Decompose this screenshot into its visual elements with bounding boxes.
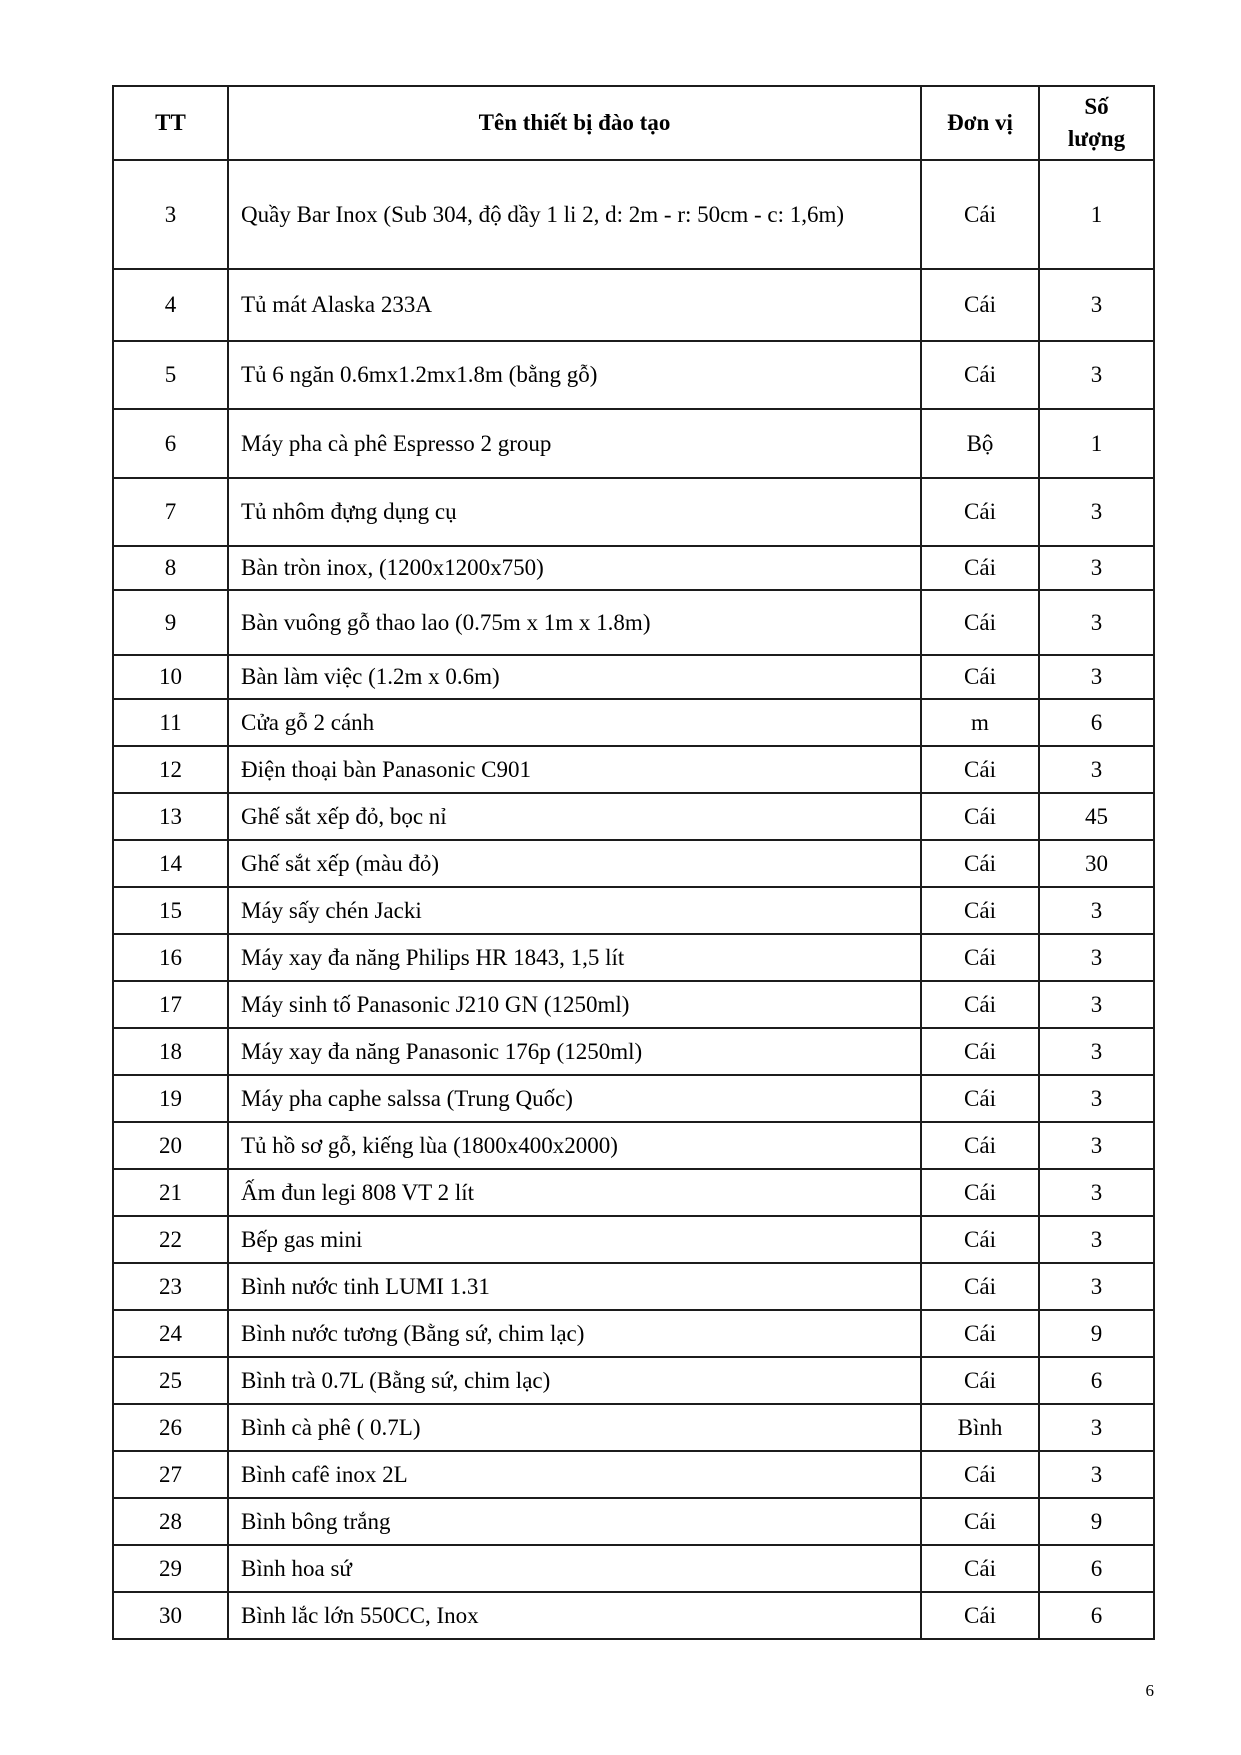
equipment-table-body (113, 160, 1154, 1639)
cell-quantity: 3 (1039, 1075, 1154, 1122)
cell-quantity: 6 (1039, 699, 1154, 746)
table-row (113, 840, 1154, 887)
cell-unit: Cái (921, 1357, 1039, 1404)
cell-name: Máy pha cà phê Espresso 2 group (228, 409, 921, 478)
table-row (113, 269, 1154, 341)
cell-unit: Cái (921, 793, 1039, 840)
page-number: 6 (1145, 1681, 1154, 1700)
cell-quantity: 3 (1039, 655, 1154, 699)
cell-unit: Cái (921, 1122, 1039, 1169)
equipment-table (112, 85, 1155, 1640)
cell-unit: Cái (921, 478, 1039, 546)
table-row (113, 478, 1154, 546)
table-row (113, 1545, 1154, 1592)
table-row (113, 746, 1154, 793)
cell-quantity: 30 (1039, 840, 1154, 887)
cell-quantity: 3 (1039, 887, 1154, 934)
table-row (113, 655, 1154, 699)
cell-unit: Cái (921, 887, 1039, 934)
cell-tt: 7 (113, 478, 228, 546)
header-unit: Đơn vị (921, 86, 1039, 160)
cell-quantity: 3 (1039, 1216, 1154, 1263)
cell-name: Bình lắc lớn 550CC, Inox (228, 1592, 921, 1639)
cell-tt: 18 (113, 1028, 228, 1075)
cell-tt: 4 (113, 269, 228, 341)
cell-unit: Cái (921, 840, 1039, 887)
cell-tt: 24 (113, 1310, 228, 1357)
table-row (113, 1122, 1154, 1169)
cell-name: Bếp gas mini (228, 1216, 921, 1263)
header-quantity: Số lượng (1039, 86, 1154, 160)
cell-quantity: 1 (1039, 409, 1154, 478)
cell-name: Quầy Bar Inox (Sub 304, độ dầy 1 li 2, d: 2m - r: 50cm - c: 1,6m) (228, 160, 921, 269)
table-row (113, 1075, 1154, 1122)
table-header-row (113, 86, 1154, 160)
cell-name: Bình bông trắng (228, 1498, 921, 1545)
cell-tt: 23 (113, 1263, 228, 1310)
cell-unit: Cái (921, 1451, 1039, 1498)
cell-tt: 8 (113, 546, 228, 590)
cell-tt: 16 (113, 934, 228, 981)
cell-unit: Cái (921, 1169, 1039, 1216)
cell-unit: Cái (921, 1028, 1039, 1075)
cell-quantity: 3 (1039, 934, 1154, 981)
cell-name: Bàn làm việc (1.2m x 0.6m) (228, 655, 921, 699)
cell-name: Tủ hồ sơ gỗ, kiếng lùa (1800x400x2000) (228, 1122, 921, 1169)
cell-quantity: 6 (1039, 1357, 1154, 1404)
table-row (113, 934, 1154, 981)
cell-name: Máy xay đa năng Panasonic 176p (1250ml) (228, 1028, 921, 1075)
cell-quantity: 3 (1039, 1404, 1154, 1451)
cell-tt: 6 (113, 409, 228, 478)
cell-unit: Cái (921, 1310, 1039, 1357)
table-row (113, 887, 1154, 934)
table-row (113, 590, 1154, 655)
table-row (113, 1028, 1154, 1075)
cell-tt: 20 (113, 1122, 228, 1169)
cell-tt: 5 (113, 341, 228, 409)
table-row (113, 1357, 1154, 1404)
cell-quantity: 3 (1039, 1028, 1154, 1075)
table-row (113, 1451, 1154, 1498)
cell-quantity: 1 (1039, 160, 1154, 269)
cell-quantity: 9 (1039, 1498, 1154, 1545)
cell-tt: 22 (113, 1216, 228, 1263)
cell-unit: Cái (921, 1592, 1039, 1639)
cell-quantity: 3 (1039, 590, 1154, 655)
cell-tt: 13 (113, 793, 228, 840)
cell-unit: Cái (921, 546, 1039, 590)
cell-name: Điện thoại bàn Panasonic C901 (228, 746, 921, 793)
table-row (113, 546, 1154, 590)
cell-unit: Cái (921, 160, 1039, 269)
table-row (113, 160, 1154, 269)
cell-tt: 19 (113, 1075, 228, 1122)
cell-quantity: 3 (1039, 269, 1154, 341)
cell-unit: Cái (921, 655, 1039, 699)
cell-quantity: 3 (1039, 546, 1154, 590)
table-row (113, 793, 1154, 840)
cell-name: Máy pha caphe salssa (Trung Quốc) (228, 1075, 921, 1122)
cell-quantity: 3 (1039, 478, 1154, 546)
cell-tt: 9 (113, 590, 228, 655)
cell-tt: 27 (113, 1451, 228, 1498)
cell-name: Tủ nhôm đựng dụng cụ (228, 478, 921, 546)
table-row (113, 1498, 1154, 1545)
cell-name: Bình nước tinh LUMI 1.31 (228, 1263, 921, 1310)
table-row (113, 1310, 1154, 1357)
cell-tt: 26 (113, 1404, 228, 1451)
cell-unit: Cái (921, 934, 1039, 981)
cell-tt: 12 (113, 746, 228, 793)
cell-name: Cửa gỗ 2 cánh (228, 699, 921, 746)
table-row (113, 1169, 1154, 1216)
cell-tt: 21 (113, 1169, 228, 1216)
cell-quantity: 6 (1039, 1545, 1154, 1592)
table-row (113, 1263, 1154, 1310)
cell-name: Ghế sắt xếp đỏ, bọc nỉ (228, 793, 921, 840)
cell-tt: 30 (113, 1592, 228, 1639)
cell-quantity: 3 (1039, 1451, 1154, 1498)
cell-unit: Cái (921, 590, 1039, 655)
cell-unit: Cái (921, 1216, 1039, 1263)
cell-quantity: 45 (1039, 793, 1154, 840)
cell-quantity: 3 (1039, 1169, 1154, 1216)
table-row (113, 1216, 1154, 1263)
cell-tt: 28 (113, 1498, 228, 1545)
cell-unit: m (921, 699, 1039, 746)
cell-name: Máy sinh tố Panasonic J210 GN (1250ml) (228, 981, 921, 1028)
cell-unit: Cái (921, 1498, 1039, 1545)
cell-quantity: 3 (1039, 981, 1154, 1028)
table-row (113, 1404, 1154, 1451)
cell-unit: Cái (921, 1075, 1039, 1122)
cell-name: Ghế sắt xếp (màu đỏ) (228, 840, 921, 887)
table-row (113, 409, 1154, 478)
cell-name: Máy xay đa năng Philips HR 1843, 1,5 lít (228, 934, 921, 981)
cell-tt: 11 (113, 699, 228, 746)
cell-tt: 3 (113, 160, 228, 269)
cell-tt: 25 (113, 1357, 228, 1404)
cell-name: Tủ mát Alaska 233A (228, 269, 921, 341)
header-tt: TT (113, 86, 228, 160)
cell-quantity: 6 (1039, 1592, 1154, 1639)
table-row (113, 1592, 1154, 1639)
cell-name: Bình cafê inox 2L (228, 1451, 921, 1498)
header-name: Tên thiết bị đào tạo (228, 86, 921, 160)
cell-name: Bình trà 0.7L (Bằng sứ, chim lạc) (228, 1357, 921, 1404)
cell-name: Bàn tròn inox, (1200x1200x750) (228, 546, 921, 590)
table-row (113, 341, 1154, 409)
cell-name: Bình hoa sứ (228, 1545, 921, 1592)
cell-unit: Bộ (921, 409, 1039, 478)
cell-unit: Cái (921, 341, 1039, 409)
cell-unit: Cái (921, 269, 1039, 341)
table-row (113, 699, 1154, 746)
cell-tt: 29 (113, 1545, 228, 1592)
cell-name: Ấm đun legi 808 VT 2 lít (228, 1169, 921, 1216)
cell-name: Bình nước tương (Bằng sứ, chim lạc) (228, 1310, 921, 1357)
table-row (113, 981, 1154, 1028)
cell-tt: 15 (113, 887, 228, 934)
cell-unit: Bình (921, 1404, 1039, 1451)
cell-tt: 10 (113, 655, 228, 699)
cell-quantity: 9 (1039, 1310, 1154, 1357)
cell-name: Bàn vuông gỗ thao lao (0.75m x 1m x 1.8m) (228, 590, 921, 655)
cell-unit: Cái (921, 1545, 1039, 1592)
cell-name: Bình cà phê ( 0.7L) (228, 1404, 921, 1451)
cell-unit: Cái (921, 1263, 1039, 1310)
cell-quantity: 3 (1039, 1122, 1154, 1169)
cell-quantity: 3 (1039, 1263, 1154, 1310)
cell-unit: Cái (921, 746, 1039, 793)
cell-tt: 14 (113, 840, 228, 887)
cell-name: Máy sấy chén Jacki (228, 887, 921, 934)
cell-name: Tủ 6 ngăn 0.6mx1.2mx1.8m (bằng gỗ) (228, 341, 921, 409)
cell-unit: Cái (921, 981, 1039, 1028)
cell-quantity: 3 (1039, 746, 1154, 793)
cell-quantity: 3 (1039, 341, 1154, 409)
cell-tt: 17 (113, 981, 228, 1028)
